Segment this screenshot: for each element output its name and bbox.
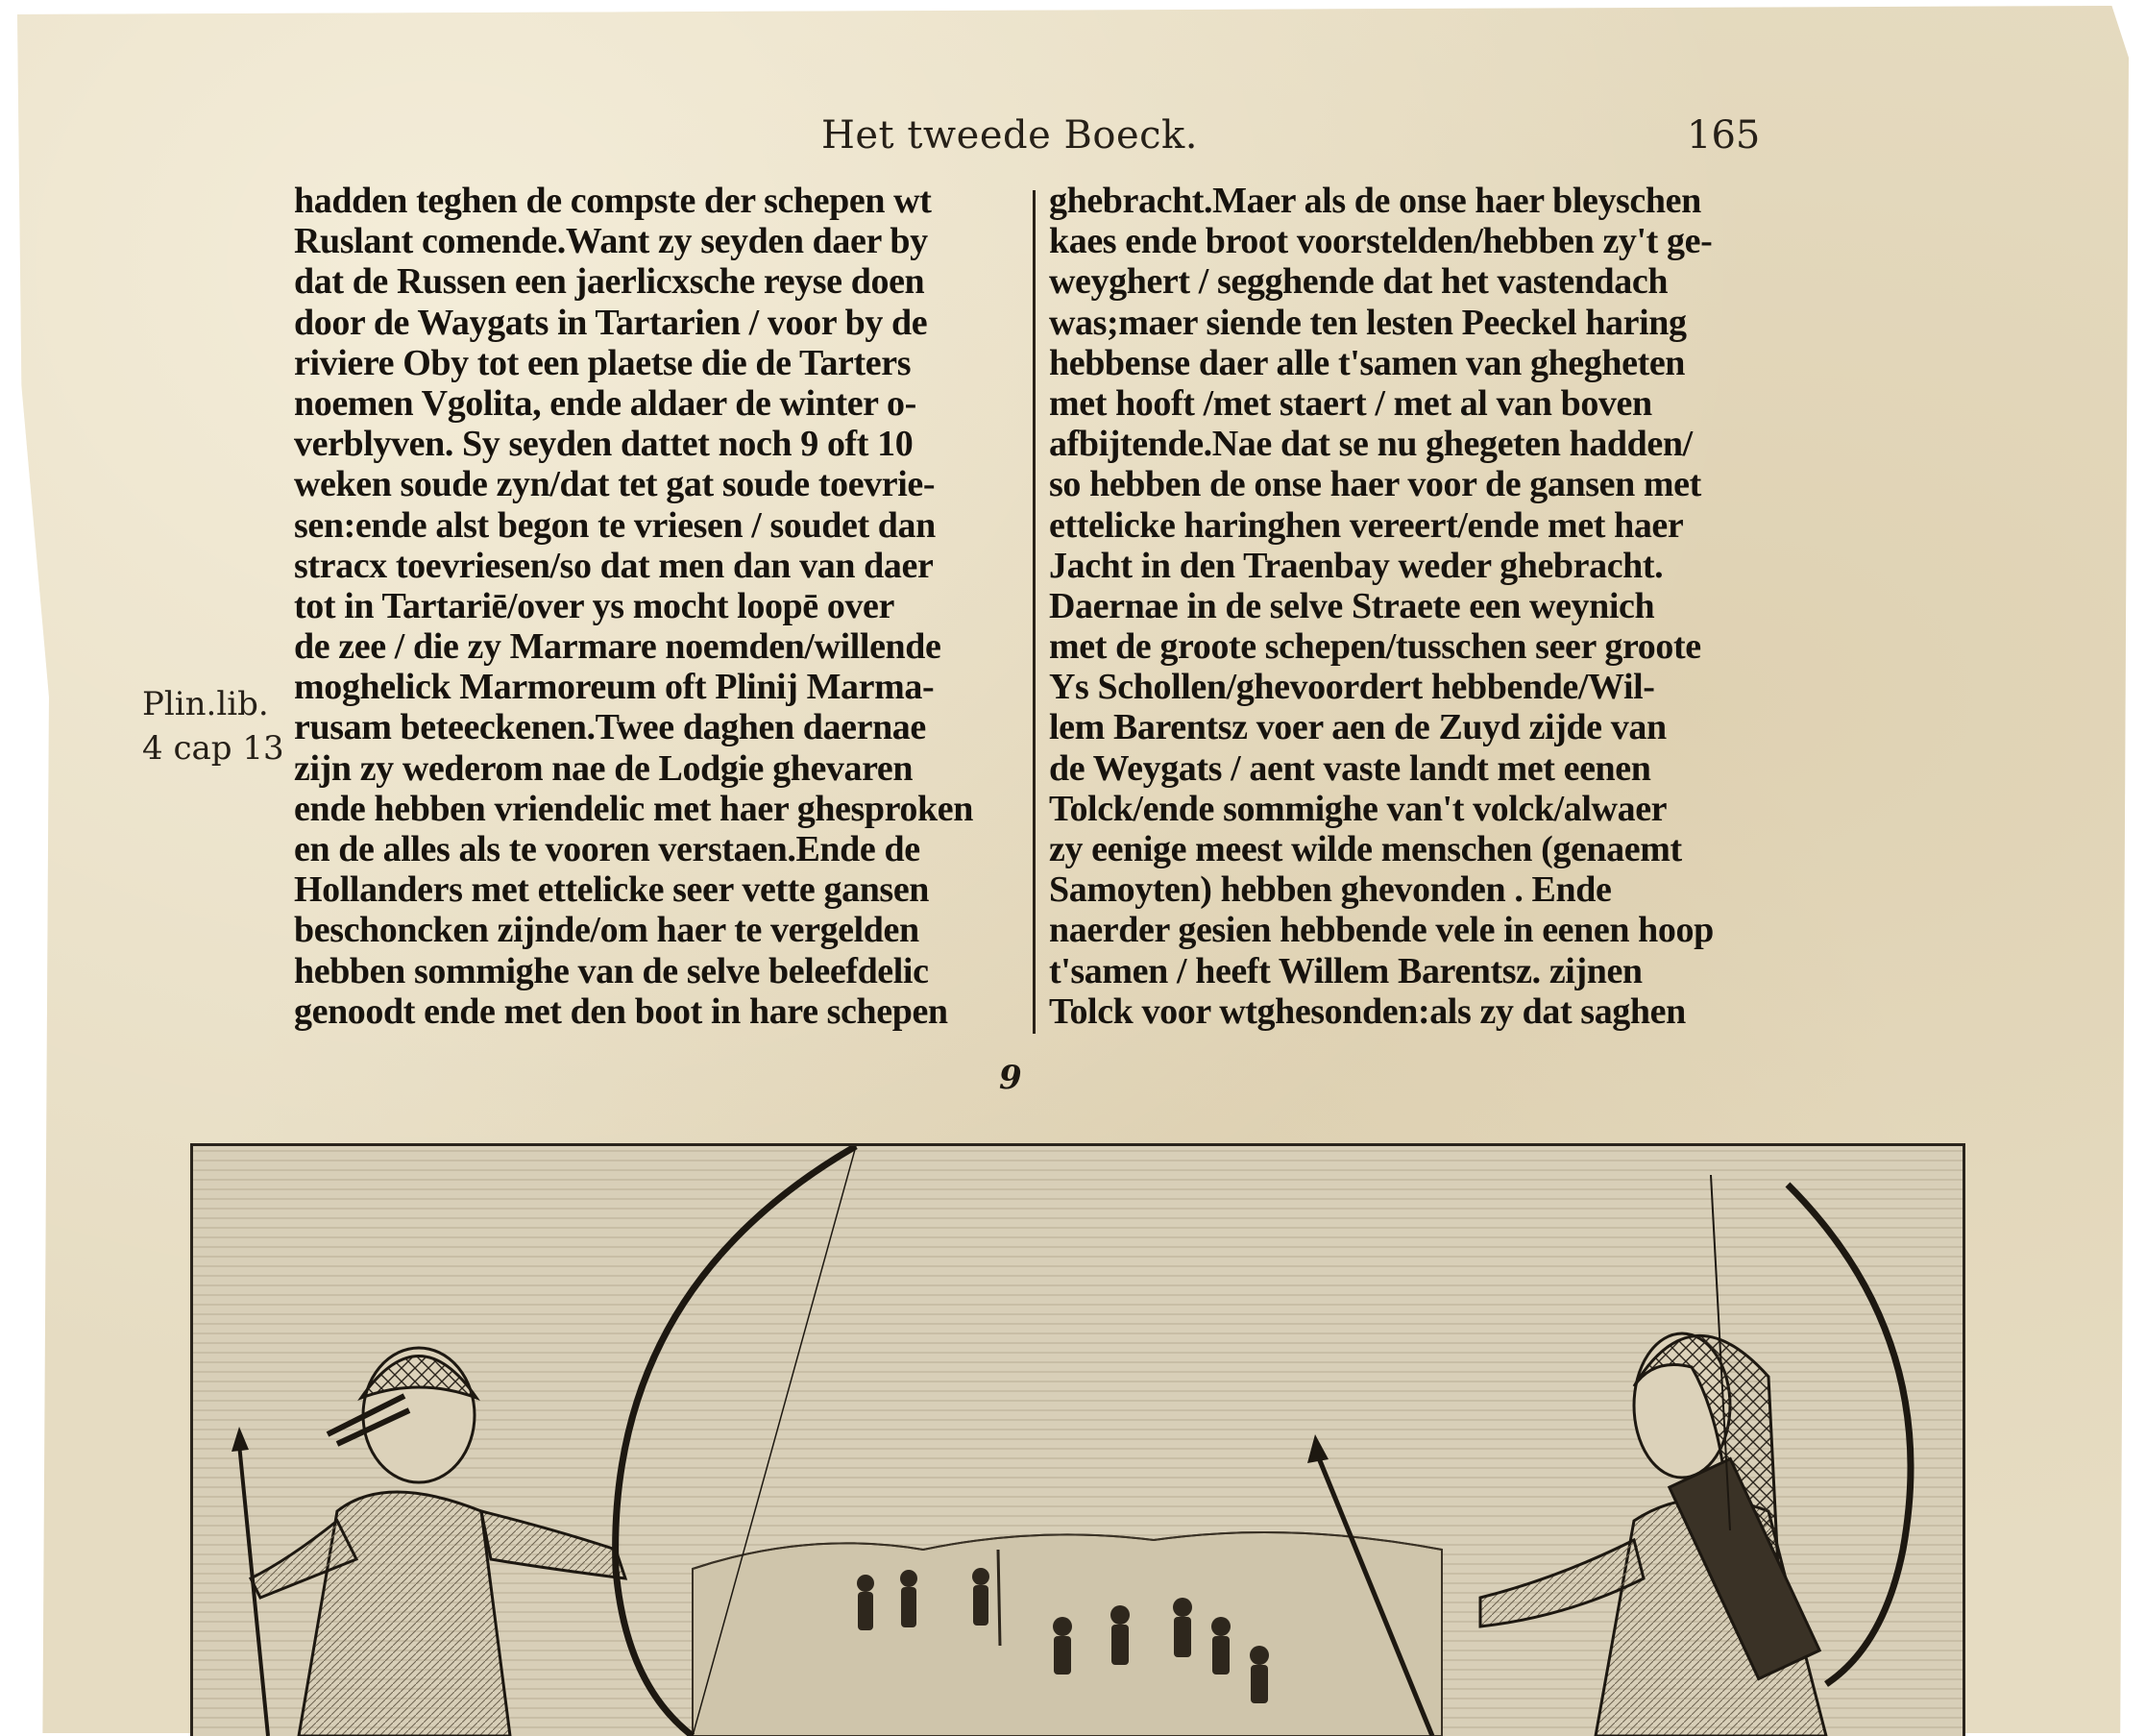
text-line: weyghert / segghende dat het vastendach: [1049, 261, 1669, 303]
text-line: lem Barentsz voer aen de Zuyd zijde van: [1049, 707, 1667, 748]
signature-mark: 9: [999, 1059, 1022, 1097]
text-line: beschoncken zijnde/om haer te vergelden: [294, 910, 919, 951]
text-line: de Weygats / aent vaste landt met eenen: [1049, 747, 1651, 789]
text-line: door de Waygats in Tartarien / voor by de: [294, 302, 928, 343]
text-line: en de alles als te vooren verstaen.Ende de: [294, 829, 920, 869]
text-line: hebbense daer alle t'samen van ghegheten: [1049, 342, 1686, 383]
text-line: weken soude zyn/dat tet gat soude toevrie-: [294, 464, 936, 505]
text-line: met de groote schepen/tusschen seer groote: [1049, 626, 1701, 668]
left-text-column: [294, 181, 1020, 1032]
text-line: so hebben de onse haer voor de gansen met: [1049, 464, 1701, 505]
right-text-column: [1049, 181, 1779, 1032]
engraving-drawing: [193, 1146, 1963, 1736]
text-line: Hollanders met ettelicke seer vette gansen: [294, 869, 930, 911]
text-line: Tolck/ende sommighe van't volck/alwaer: [1049, 788, 1668, 829]
text-line: zy eenige meest wilde menschen (genaemt: [1049, 829, 1682, 869]
running-title: Het tweede Boeck.: [821, 113, 1198, 158]
text-line: Ys Schollen/ghevoordert hebbende/Wil-: [1049, 667, 1655, 708]
text-line: Samoyten) hebben ghevonden . Ende: [1049, 869, 1612, 911]
text-line: sen:ende alst begon te vriesen / soudet dan: [294, 504, 936, 546]
text-line: t'samen / heeft Willem Barentsz. zijnen: [1049, 950, 1643, 991]
marginal-note-line: 4 cap 13: [142, 729, 284, 768]
text-line: Ruslant comende.Want zy seyden daer by: [294, 221, 928, 262]
text-line: ettelicke haringhen vereert/ende met haer: [1049, 504, 1684, 546]
text-line: Daernae in de selve Straete een weynich: [1049, 585, 1655, 626]
text-line: met hooft /met staert / met al van boven: [1049, 382, 1652, 424]
page-number: 165: [1687, 113, 1761, 158]
text-line: naerder gesien hebbende vele in eenen hoop: [1049, 910, 1714, 951]
text-line: dat de Russen een jaerlicxsche reyse doen: [294, 261, 925, 303]
text-line: hebben sommighe van de selve beleefdelic: [294, 950, 929, 991]
text-line: moghelick Marmoreum oft Plinij Marma-: [294, 667, 935, 708]
text-line: tot in Tartariē/over ys mocht loopē over: [294, 585, 894, 626]
text-line: de zee / die zy Marmare noemden/willende: [294, 626, 941, 668]
text-line: noemen Vgolita, ende aldaer de winter o-: [294, 382, 916, 424]
text-line: ghebracht.Maer als de onse haer bleyschen: [1049, 181, 1701, 221]
text-line: was;maer siende ten lesten Peeckel haring: [1049, 302, 1687, 343]
column-divider: [1033, 190, 1036, 1034]
text-line: stracx toevriesen/so dat men dan van daer: [294, 545, 934, 586]
text-line: rusam beteeckenen.Twee daghen daernae: [294, 707, 926, 748]
text-line: Jacht in den Traenbay weder ghebracht.: [1049, 545, 1664, 586]
text-line: ende hebben vriendelic met haer ghesproken: [294, 788, 973, 829]
text-line: kaes ende broot voorstelden/hebben zy't ge-: [1049, 221, 1713, 262]
text-line: zijn zy wederom nae de Lodgie ghevaren: [294, 747, 914, 789]
marginal-note-line: Plin.lib.: [142, 685, 269, 723]
marginal-note: [142, 682, 284, 770]
text-line: genoodt ende met den boot in hare schepen: [294, 990, 948, 1032]
text-line: hadden teghen de compste der schepen wt: [294, 181, 932, 221]
text-line: verblyven. Sy seyden dattet noch 9 oft 10: [294, 424, 914, 465]
text-line: afbijtende.Nae dat se nu ghegeten hadden/: [1049, 424, 1693, 465]
text-line: riviere Oby tot een plaetse die de Tarters: [294, 342, 912, 383]
engraving-illustration: [190, 1143, 1965, 1736]
text-line: Tolck voor wtghesonden:als zy dat saghen: [1049, 990, 1686, 1032]
